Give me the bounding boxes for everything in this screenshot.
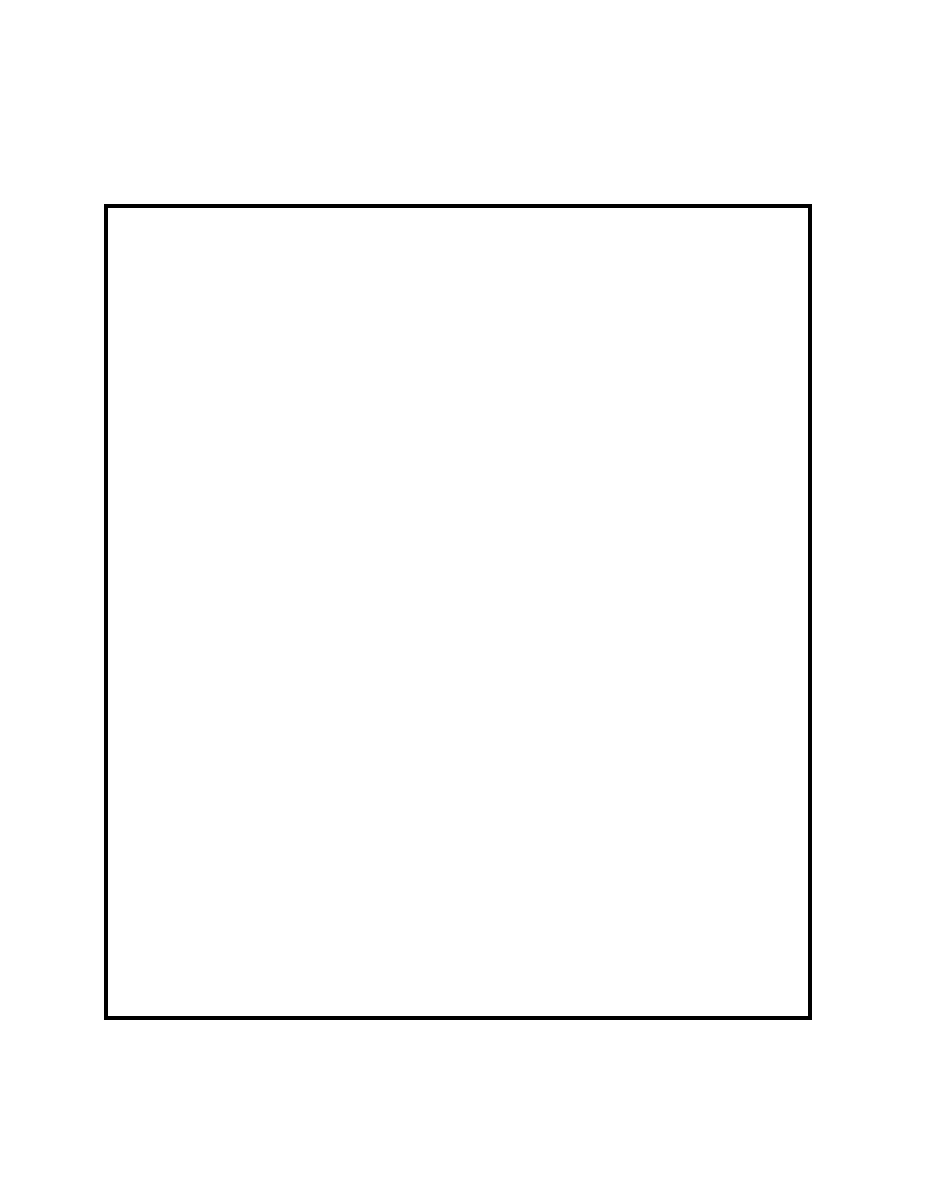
weather-effects-table	[104, 204, 812, 1020]
